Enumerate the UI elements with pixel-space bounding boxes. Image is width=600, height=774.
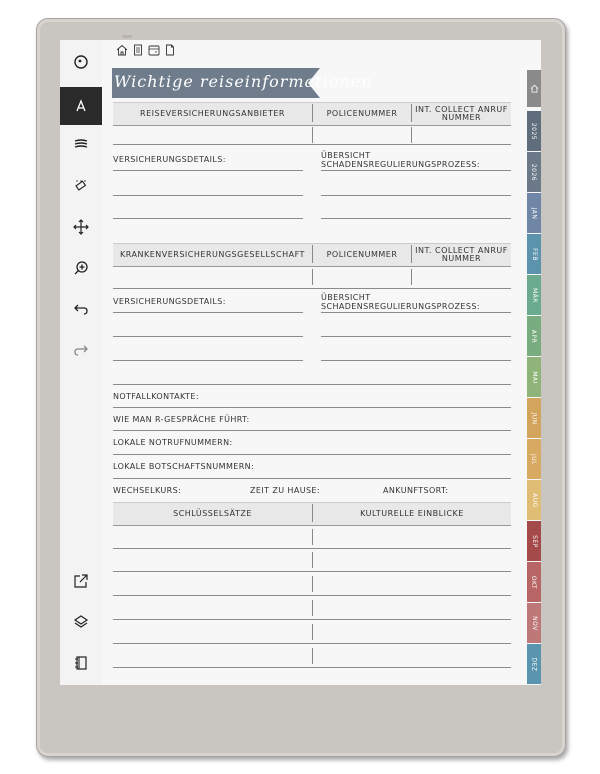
emergency-numbers-label: LOKALE NOTRUFNUMMERN: [113, 438, 233, 447]
tab-label: JUL [530, 453, 538, 465]
share-icon[interactable] [60, 565, 102, 597]
left-toolbar [60, 40, 102, 685]
input-line[interactable] [321, 218, 511, 219]
tab-label: SEP [530, 534, 538, 548]
page-icon[interactable] [164, 44, 176, 56]
layers-icon[interactable] [60, 606, 102, 638]
tab-home[interactable] [527, 70, 541, 107]
home-icon [530, 84, 539, 93]
input-line[interactable] [113, 288, 511, 289]
tab-label: MÄR [530, 287, 538, 303]
table-row[interactable] [113, 595, 511, 596]
input-line[interactable] [321, 195, 511, 196]
tab-jul[interactable] [527, 439, 541, 479]
tab-label: JAN [530, 207, 538, 219]
input-line[interactable] [113, 360, 303, 361]
eraser-icon[interactable] [60, 170, 102, 202]
tab-label: OKT [530, 575, 538, 589]
input-line[interactable] [113, 454, 511, 455]
claims-overview-label-2: ÜBERSICHT SCHADENSREGULIERUNGSPROZESS: [321, 293, 480, 311]
zoom-icon[interactable] [60, 252, 102, 284]
col-policy: POLICENUMMER [326, 109, 398, 118]
planner-page [102, 40, 541, 685]
tab-label: DEZ [530, 656, 538, 672]
col-provider: REISEVERSICHERUNGSANBIETER [140, 109, 285, 118]
tab-2025[interactable] [527, 111, 541, 151]
input-line[interactable] [113, 430, 511, 431]
tab-okt[interactable] [527, 562, 541, 602]
screen [60, 40, 541, 685]
redo-icon[interactable] [60, 334, 102, 366]
tab-mai[interactable] [527, 357, 541, 397]
table-row[interactable] [113, 571, 511, 572]
exchange-rate-label: WECHSELKURS: [113, 486, 182, 495]
brush-lines-icon[interactable] [60, 128, 102, 160]
input-line[interactable] [113, 478, 511, 479]
divider [113, 384, 511, 385]
col-health-provider: KRANKENVERSICHERUNGSGESELLSCHAFT [120, 250, 305, 259]
tab-2026[interactable] [527, 152, 541, 192]
claims-overview-label: ÜBERSICHT SCHADENSREGULIERUNGSPROZESS: [321, 151, 480, 169]
input-line[interactable] [113, 218, 303, 219]
move-icon[interactable] [60, 211, 102, 243]
embassy-numbers-label: LOKALE BOTSCHAFTSNUMMERN: [113, 462, 255, 471]
page-nav-icons [116, 44, 176, 56]
tab-feb[interactable] [527, 234, 541, 274]
table-row[interactable] [113, 548, 511, 549]
collect-call-howto-label: WIE MAN R-GESPRÄCHE FÜHRT: [113, 415, 250, 424]
insurance-details-label: VERSICHERUNGSDETAILS: [113, 155, 226, 164]
input-line[interactable] [113, 407, 511, 408]
col-cultural-insights: KULTURELLE EINBLICKE [360, 509, 464, 518]
input-line[interactable] [113, 336, 303, 337]
tab-dez[interactable] [527, 644, 541, 684]
table-row[interactable] [113, 643, 511, 644]
emergency-contacts-label: NOTFALLKONTAKTE: [113, 392, 199, 401]
table-row[interactable] [113, 619, 511, 620]
tab-nov[interactable] [527, 603, 541, 643]
pen-tool-icon[interactable] [60, 87, 102, 125]
tab-label: 2025 [530, 122, 538, 140]
col-policy: POLICENUMMER [326, 250, 398, 259]
menu-circle-icon[interactable] [60, 46, 102, 78]
tab-jan[interactable] [527, 193, 541, 233]
doc-icon[interactable] [132, 44, 144, 56]
page-title: Wichtige reiseinformationen [114, 72, 373, 91]
input-line[interactable] [113, 170, 303, 171]
notebook-icon[interactable] [60, 647, 102, 679]
tab-sep[interactable] [527, 521, 541, 561]
col-collect-call: INT. COLLECT ANRUF NUMMER [415, 105, 508, 122]
undo-icon[interactable] [60, 293, 102, 325]
tab-label: JUN [530, 411, 538, 425]
col-key-phrases: SCHLÜSSELSÄTZE [173, 509, 252, 518]
input-line[interactable] [321, 170, 511, 171]
tab-aug[interactable] [527, 480, 541, 520]
tab-label: MAI [530, 370, 538, 384]
input-line[interactable] [321, 360, 511, 361]
tab-jun[interactable] [527, 398, 541, 438]
insurance-details-label-2: VERSICHERUNGSDETAILS: [113, 297, 226, 306]
calendar-icon[interactable] [148, 44, 160, 56]
tab-label: 2026 [530, 163, 538, 181]
tab-label: AUG [530, 492, 538, 508]
home-time-label: ZEIT ZU HAUSE: [250, 486, 320, 495]
tab-mär[interactable] [527, 275, 541, 315]
input-line[interactable] [321, 336, 511, 337]
arrival-place-label: ANKUNFTSORT: [383, 486, 449, 495]
tab-apr[interactable] [527, 316, 541, 356]
input-line[interactable] [113, 144, 511, 145]
table-row[interactable] [113, 667, 511, 668]
device-sensor [122, 35, 132, 38]
tab-label: APR [530, 329, 538, 343]
home-icon[interactable] [116, 44, 128, 56]
tab-label: FEB [530, 247, 538, 261]
tab-label: NOV [530, 615, 538, 631]
input-line[interactable] [321, 312, 511, 313]
input-line[interactable] [113, 312, 303, 313]
input-line[interactable] [113, 195, 303, 196]
col-collect-call: INT. COLLECT ANRUF NUMMER [415, 246, 508, 263]
